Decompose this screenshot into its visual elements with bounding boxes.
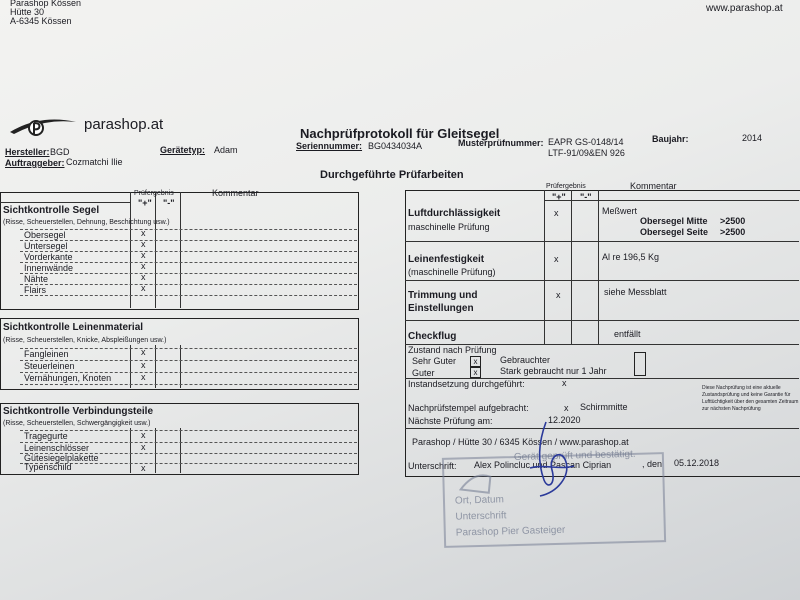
zustand-checkbox-1[interactable]: x xyxy=(470,356,481,367)
trimmung-title-1: Trimmung und xyxy=(408,290,478,301)
segel-row-obersegel: Obersegel xyxy=(24,230,66,240)
musterpruef-label: Musterprüfnummer: xyxy=(458,138,544,148)
side-note-line-4: zur nächsten Nachprüfung xyxy=(702,406,761,412)
verbindung-sub: (Risse, Scheuerstellen, Schwergängigkeit usw.) xyxy=(3,420,151,427)
verbindung-row-tragegurte: Tragegurte xyxy=(24,431,68,441)
seriennummer-label: Seriennummer: xyxy=(296,141,363,151)
luft-mark: x xyxy=(554,208,559,218)
segel-mark-naehte: x xyxy=(141,272,146,282)
leinen-row-fangleinen: Fangleinen xyxy=(24,349,69,359)
footer-address: Parashop / Hütte 30 / 6345 Kössen / www.parashop.at xyxy=(412,437,629,447)
unterschrift-names: Alex Polincluc und Pascan Ciprian xyxy=(474,460,612,470)
segel-title: Sichtkontrolle Segel xyxy=(3,205,100,216)
right-minus-header: "-" xyxy=(580,192,592,202)
parashop-logo-icon xyxy=(4,112,80,142)
segel-row-naehte: Nähte xyxy=(24,274,49,284)
side-note-line-1: Diese Nachprüfung ist eine aktuelle xyxy=(702,385,781,391)
top-url: www.parashop.at xyxy=(706,3,783,14)
zustand-checkbox-3[interactable] xyxy=(634,352,646,376)
segel-mark-flairs: x xyxy=(141,283,146,293)
verbindung-mark-typenschild: x xyxy=(141,463,146,473)
stamp-line-4: Parashop Pier Gasteiger xyxy=(455,524,566,539)
leinenfest-title: Leinenfestigkeit xyxy=(408,254,485,265)
zustand-sehr-guter: Sehr Guter xyxy=(412,356,457,366)
verbindung-title: Sichtkontrolle Verbindungsteile xyxy=(3,406,154,417)
luft-c3-value: >2500 xyxy=(720,227,746,237)
segel-mark-vorderkante: x xyxy=(141,250,146,260)
stamp-line-2: Ort, Datum xyxy=(454,494,505,507)
trimmung-comment: siehe Messblatt xyxy=(604,287,667,297)
section-title: Durchgeführte Prüfarbeiten xyxy=(320,169,464,181)
zustand-gebrauchter: Gebrauchter xyxy=(500,355,551,365)
signature-date: 05.12.2018 xyxy=(674,458,720,468)
stamp-emblem-icon xyxy=(458,469,493,496)
stamp-line-1: Gerät geprüft und bestätigt. xyxy=(513,448,636,464)
side-note-line-3: Lufttüchtigkeit über den gesamten Zeitraum xyxy=(702,399,799,405)
musterpruef-value-1: EAPR GS-0148/14 xyxy=(548,137,624,147)
doc-title: Nachprüfprotokoll für Gleitsegel xyxy=(300,126,500,141)
side-note-line-2: Zustandsprüfung und keine Garantie für xyxy=(702,392,791,398)
segel-mark-innenwaende: x xyxy=(141,261,146,271)
verbindung-mark-leinenschloesser: x xyxy=(141,442,146,452)
left-minus-header: "-" xyxy=(163,198,175,208)
address-line-3: A-6345 Kössen xyxy=(10,16,72,26)
segel-row-innenwaende: Innenwände xyxy=(24,263,74,273)
auftraggeber-label: Auftraggeber: xyxy=(5,158,65,168)
left-pruefergebnis-label: Prüfergebnis xyxy=(134,190,174,197)
instand-label: Instandsetzung durchgeführt: xyxy=(408,379,525,389)
luft-comment: Meßwert xyxy=(602,206,638,216)
stamp-line-3: Unterschrift xyxy=(455,510,507,523)
leinen-title: Sichtkontrolle Leinenmaterial xyxy=(3,322,144,333)
unterschrift-label: Unterschrift: xyxy=(408,461,457,471)
left-plus-header: "+" xyxy=(138,198,152,208)
right-plus-header: "+" xyxy=(552,192,566,202)
stempel-mark: x xyxy=(564,403,569,413)
trimmung-mark: x xyxy=(556,290,561,300)
musterpruef-value-2: LTF-91/09&EN 926 xyxy=(548,148,625,158)
verbindung-row-leinenschloesser: Leinenschlösser xyxy=(24,443,90,453)
zustand-checkbox-2[interactable]: x xyxy=(470,367,481,378)
side-note xyxy=(702,385,798,413)
handwritten-signature-icon xyxy=(500,418,600,502)
left-kommentar-header: Kommentar xyxy=(212,188,259,198)
checkflug-comment: entfällt xyxy=(614,329,641,339)
naechste-value: 12.2020 xyxy=(548,415,581,425)
luft-sub: maschinelle Prüfung xyxy=(408,222,490,232)
leinen-mark-steuerleinen: x xyxy=(141,360,146,370)
right-pruefergebnis-label: Prüfergebnis xyxy=(546,183,586,190)
segel-row-untersegel: Untersegel xyxy=(24,241,68,251)
segel-mark-untersegel: x xyxy=(141,239,146,249)
auftraggeber-value: Cozmatchi Ilie xyxy=(66,157,123,167)
stempel-extra: Schirmmitte xyxy=(580,402,628,412)
geraetetyp-value: Adam xyxy=(214,145,238,155)
segel-sub: (Risse, Scheuerstellen, Dehnung, Beschichtung usw.) xyxy=(3,219,170,226)
address-line-2: Hütte 30 xyxy=(10,7,45,17)
right-kommentar-header: Kommentar xyxy=(630,181,677,191)
luft-c2-label: Obersegel Mitte xyxy=(640,216,708,226)
luft-c2-value: >2500 xyxy=(720,216,746,226)
leinen-row-vernaehungen: Vernähungen, Knoten xyxy=(24,373,112,383)
luft-title: Luftdurchlässigkeit xyxy=(408,208,501,219)
hersteller-value: BGD xyxy=(50,147,70,157)
naechste-label: Nächste Prüfung am: xyxy=(408,416,493,426)
leinen-mark-fangleinen: x xyxy=(141,347,146,357)
verbindung-row-guetesiegel: Gütesiegelplakette xyxy=(24,453,99,463)
luft-c3-label: Obersegel Seite xyxy=(640,227,709,237)
trimmung-title-2: Einstellungen xyxy=(408,303,474,314)
hersteller-label: Hersteller: xyxy=(5,147,50,157)
address-line-1: Parashop Kössen xyxy=(10,0,82,8)
seriennummer-value: BG0434034A xyxy=(368,141,423,151)
baujahr-value: 2014 xyxy=(742,133,763,143)
zustand-stark: Stark gebraucht nur 1 Jahr xyxy=(500,366,607,376)
verbindung-row-typenschild: Typenschild xyxy=(24,462,72,472)
leinen-mark-vernaehungen: x xyxy=(141,372,146,382)
den-label: , den xyxy=(642,459,663,469)
logo-text: parashop.at xyxy=(84,116,164,133)
zustand-guter: Guter xyxy=(412,368,435,378)
leinenfest-comment: Al re 196,5 Kg xyxy=(602,252,660,262)
stempel-label: Nachprüfstempel aufgebracht: xyxy=(408,403,529,413)
checkflug-title: Checkflug xyxy=(408,331,457,342)
segel-mark-obersegel: x xyxy=(141,228,146,238)
segel-row-flairs: Flairs xyxy=(24,285,46,295)
leinen-row-steuerleinen: Steuerleinen xyxy=(24,361,75,371)
geraetetyp-label: Gerätetyp: xyxy=(160,145,206,155)
verbindung-mark-tragegurte: x xyxy=(141,430,146,440)
instand-mark: x xyxy=(562,378,567,388)
segel-row-vorderkante: Vorderkante xyxy=(24,252,73,262)
zustand-title: Zustand nach Prüfung xyxy=(408,345,497,355)
baujahr-label: Baujahr: xyxy=(652,134,689,144)
leinenfest-mark: x xyxy=(554,254,559,264)
leinen-sub: (Risse, Scheuerstellen, Knicke, Abspleißungen usw.) xyxy=(3,337,167,344)
leinenfest-sub: (maschinelle Prüfung) xyxy=(408,267,496,277)
